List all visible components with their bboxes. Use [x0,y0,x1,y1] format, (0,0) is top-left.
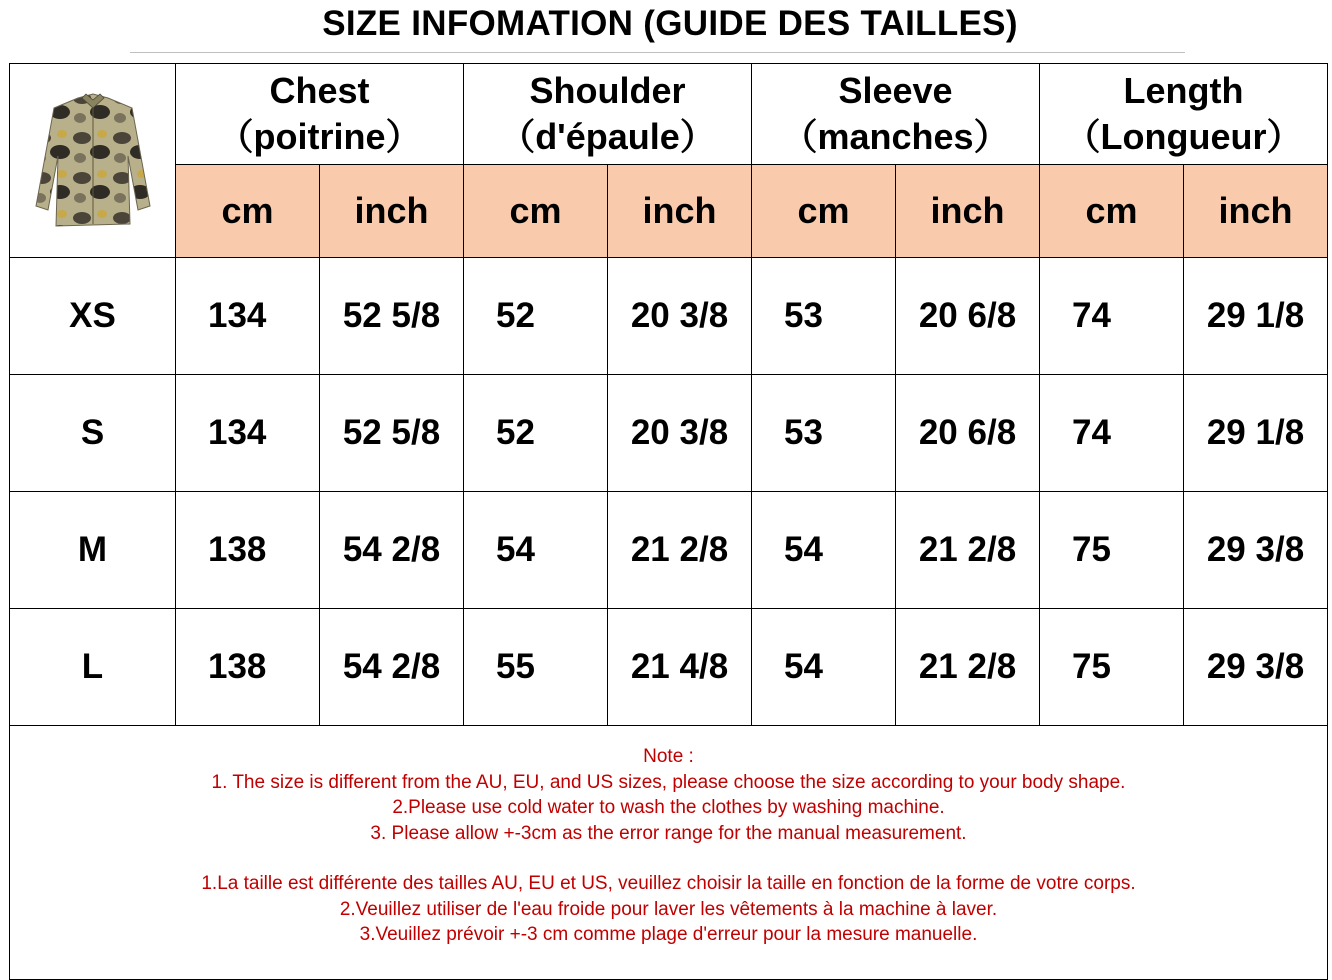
title-divider [130,52,1185,53]
value-cell: 53 [752,375,896,492]
table-row [10,258,1328,375]
notes-section [10,726,1328,980]
header-shoulder-fr: （d'épaule） [499,116,716,157]
value-cell: 20 6/8 [896,258,1040,375]
size-label-cell: S [10,375,176,492]
header-chest-en: Chest [269,70,370,111]
value-cell: 29 1/8 [1184,258,1328,375]
notes-spacer [10,846,1327,871]
value-cell: 53 [752,258,896,375]
value-cell: 134 [176,258,320,375]
value-cell: 29 3/8 [1184,609,1328,726]
header-chest [176,64,464,165]
unit-header-cell: inch [608,165,752,258]
header-length-fr: （Longueur） [1064,116,1303,157]
value-cell: 54 2/8 [320,609,464,726]
value-cell: 75 [1040,609,1184,726]
value-cell: 52 [464,258,608,375]
product-image-cell [10,64,176,258]
note-fr-1: 1.La taille est différente des tailles AU, EU et US, veuillez choisir la taille en fonction de la forme de votre corps. [201,873,1136,894]
header-length [1040,64,1328,165]
value-cell: 21 2/8 [896,492,1040,609]
unit-header-row [10,165,1328,258]
shirt-icon [32,86,154,236]
value-cell: 134 [176,375,320,492]
value-cell: 20 6/8 [896,375,1040,492]
value-cell: 52 5/8 [320,258,464,375]
table-row [10,375,1328,492]
unit-header-cell: cm [1040,165,1184,258]
value-cell: 54 [464,492,608,609]
value-cell: 54 2/8 [320,492,464,609]
unit-header-cell: cm [464,165,608,258]
table-row [10,609,1328,726]
value-cell: 74 [1040,258,1184,375]
size-label-cell: M [10,492,176,609]
value-cell: 20 3/8 [608,375,752,492]
value-cell: 29 3/8 [1184,492,1328,609]
header-shoulder-en: Shoulder [529,70,686,111]
header-sleeve-fr: （manches） [781,116,1010,157]
value-cell: 138 [176,609,320,726]
value-cell: 21 2/8 [608,492,752,609]
note-en-3: 3. Please allow +-3cm as the error range for the manual measurement. [370,822,967,844]
value-cell: 52 5/8 [320,375,464,492]
value-cell: 54 [752,609,896,726]
unit-header-cell: cm [752,165,896,258]
page-title: SIZE INFOMATION (GUIDE DES TAILLES) [322,4,1018,43]
size-chart-table [9,63,1328,980]
note-en-1: 1. The size is different from the AU, EU, and US sizes, please choose the size according to your body shape. [211,771,1126,793]
unit-header-cell: cm [176,165,320,258]
value-cell: 52 [464,375,608,492]
value-cell: 20 3/8 [608,258,752,375]
value-cell: 29 1/8 [1184,375,1328,492]
header-shoulder [464,64,752,165]
value-cell: 55 [464,609,608,726]
unit-header-cell: inch [1184,165,1328,258]
note-fr-3: 3.Veuillez prévoir +-3 cm comme plage d'erreur pour la mesure manuelle. [359,924,978,945]
header-chest-fr: （poitrine） [217,116,422,157]
note-fr-2: 2.Veuillez utiliser de l'eau froide pour laver les vêtements à la machine à laver. [339,898,998,920]
unit-header-cell: inch [896,165,1040,258]
size-label-cell: XS [10,258,176,375]
header-sleeve [752,64,1040,165]
size-label-cell: L [10,609,176,726]
notes-heading: Note : [643,746,694,767]
value-cell: 138 [176,492,320,609]
value-cell: 21 4/8 [608,609,752,726]
table-row [10,492,1328,609]
header-sleeve-en: Sleeve [838,70,953,111]
value-cell: 54 [752,492,896,609]
value-cell: 75 [1040,492,1184,609]
header-length-en: Length [1123,70,1244,111]
value-cell: 21 2/8 [896,609,1040,726]
unit-header-cell: inch [320,165,464,258]
note-en-2: 2.Please use cold water to wash the clothes by washing machine. [392,797,945,818]
value-cell: 74 [1040,375,1184,492]
